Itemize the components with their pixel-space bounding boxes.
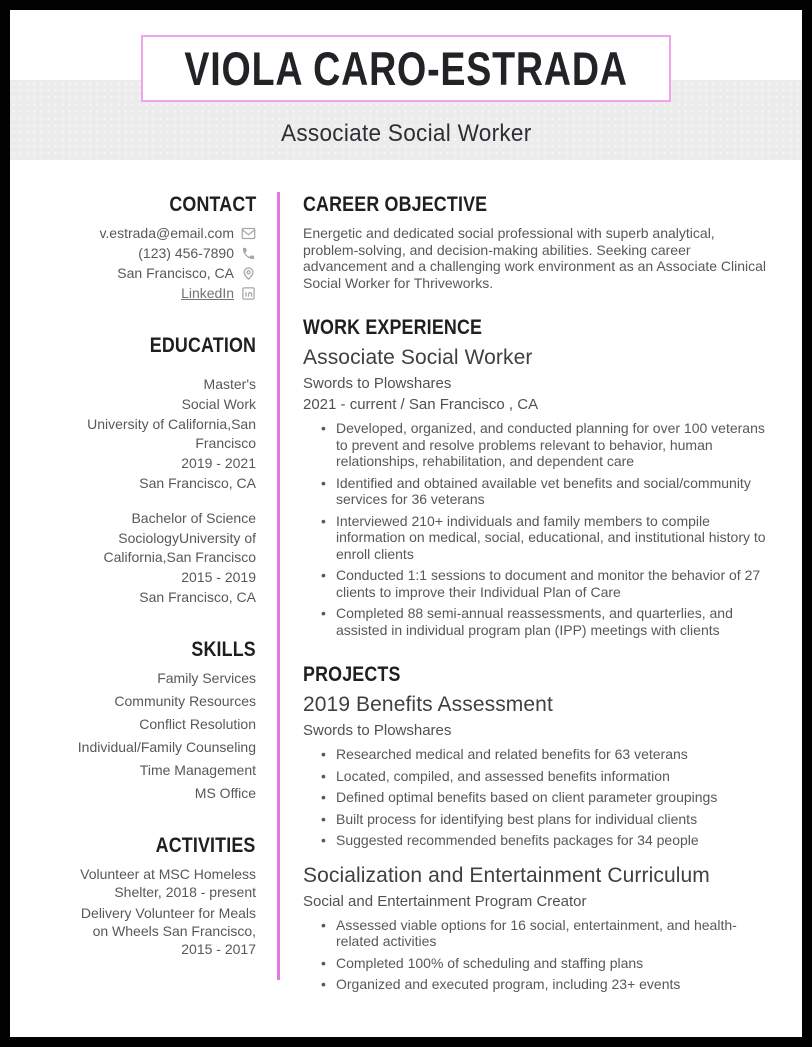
main-column — [277, 182, 802, 998]
project-entry — [303, 692, 770, 849]
job-subtitle: Associate Social Worker — [280, 120, 532, 147]
skill-item: Individual/Family Counseling — [77, 739, 256, 755]
skill-item: Family Services — [157, 670, 256, 686]
job-bullet: • Interviewed 210+ individuals and family members to compile information on medical, social, educational, and institutional history to enroll clients — [321, 513, 770, 563]
job-company: Swords to Plowshares — [303, 375, 452, 392]
skill-item: Time Management — [139, 762, 256, 778]
education-dates: 2015 - 2019 — [181, 569, 256, 585]
education-entry — [62, 509, 256, 607]
education-degree: Bachelor of Science — [131, 510, 256, 526]
project-bullet-list — [303, 917, 770, 993]
contact-heading: CONTACT — [168, 193, 256, 216]
contact-linkedin[interactable] — [62, 284, 256, 303]
project-bullet: • Organized and executed program, including 23+ events — [321, 976, 770, 993]
project-entry — [303, 863, 770, 993]
project-org: Swords to Plowshares — [303, 722, 452, 739]
name-box — [141, 35, 671, 102]
education-dates: 2019 - 2021 — [181, 455, 256, 471]
skill-item: Conflict Resolution — [139, 716, 256, 732]
contact-location — [62, 264, 256, 283]
sidebar — [10, 182, 277, 961]
skill-item: Community Resources — [114, 693, 256, 709]
job-bullet: • Completed 88 semi-annual reassessments, and quarterlies, and assisted in individual program plan (IPP) meetings with clients — [321, 605, 770, 638]
education-location: San Francisco, CA — [139, 589, 256, 605]
education-program: Social Work — [181, 396, 256, 412]
education-location: San Francisco, CA — [139, 475, 256, 491]
job-bullet-list — [303, 420, 770, 638]
page-title: VIOLA CARO-ESTRADA — [184, 42, 628, 95]
contact-phone-text: (123) 456-7890 — [138, 245, 234, 261]
location-pin-icon — [241, 266, 256, 281]
contact-email — [62, 224, 256, 243]
activities-heading: ACTIVITIES — [156, 834, 256, 857]
contact-email-text: v.estrada@email.com — [99, 225, 234, 241]
linkedin-icon — [241, 286, 256, 301]
education-degree: Master's — [203, 376, 256, 392]
skill-item: MS Office — [194, 785, 256, 801]
project-bullet: • Assessed viable options for 16 social, entertainment, and health-related activities — [321, 917, 770, 950]
project-bullet-list — [303, 746, 770, 849]
projects-heading: PROJECTS — [303, 663, 401, 686]
career-objective-text: Energetic and dedicated social professional with superb analytical, problem-solving, and decision-making abilities. Seeking career advancement and a challenging work environment as an Associate Clinical Social Worker for Thriveworks. — [303, 225, 767, 291]
work-experience-section — [303, 315, 770, 638]
project-bullet: • Defined optimal benefits based on client parameter groupings — [321, 789, 770, 806]
contact-phone — [62, 244, 256, 263]
education-program: SociologyUniversity of California,San Francisco — [103, 530, 256, 565]
envelope-icon — [241, 226, 256, 241]
project-title: Socialization and Entertainment Curriculum — [303, 863, 710, 887]
header — [10, 10, 802, 182]
contact-list — [62, 224, 256, 303]
project-bullet: • Completed 100% of scheduling and staffing plans — [321, 955, 770, 972]
project-org: Social and Entertainment Program Creator — [303, 892, 587, 910]
skills-section — [62, 637, 256, 803]
contact-location-text: San Francisco, CA — [117, 265, 234, 281]
activities-section — [62, 833, 256, 958]
phone-icon — [241, 246, 256, 261]
projects-section — [303, 662, 770, 993]
education-heading: EDUCATION — [149, 334, 256, 357]
job-title: Associate Social Worker — [303, 346, 533, 369]
project-bullet: • Located, compiled, and assessed benefits information — [321, 768, 770, 785]
job-bullet: • Conducted 1:1 sessions to document and monitor the behavior of 27 clients to improve their Individual Plan of Care — [321, 567, 770, 600]
work-experience-heading: WORK EXPERIENCE — [303, 316, 483, 339]
project-bullet: • Suggested recommended benefits packages for 34 people — [321, 832, 770, 849]
career-objective-heading: CAREER OBJECTIVE — [303, 193, 488, 216]
activity-item: Volunteer at MSC Homeless Shelter, 2018 - present — [80, 866, 256, 900]
linkedin-link[interactable]: LinkedIn — [181, 285, 234, 301]
project-bullet: • Built process for identifying best plans for individual clients — [321, 811, 770, 828]
job-bullet: • Identified and obtained available vet benefits and social/community services for 36 veterans — [321, 475, 770, 508]
education-entry — [62, 375, 256, 493]
job-entry — [303, 345, 770, 638]
skills-heading: SKILLS — [191, 638, 256, 661]
education-school: University of California,San Francisco — [87, 416, 256, 451]
project-bullet: • Researched medical and related benefits for 63 veterans — [321, 746, 770, 763]
job-dates-location: 2021 - current / San Francisco , CA — [303, 396, 539, 413]
activity-item: Delivery Volunteer for Meals on Wheels San Francisco, 2015 - 2017 — [80, 905, 256, 957]
content-area — [10, 182, 802, 998]
project-title: 2019 Benefits Assessment — [303, 693, 553, 716]
job-bullet: • Developed, organized, and conducted planning for over 100 veterans to prevent and resolve problems relevant to behavior, human relationships, rehabilitation, and dependent care — [321, 420, 770, 470]
column-divider — [277, 192, 280, 980]
education-section — [62, 333, 256, 607]
career-objective-section — [303, 192, 770, 291]
